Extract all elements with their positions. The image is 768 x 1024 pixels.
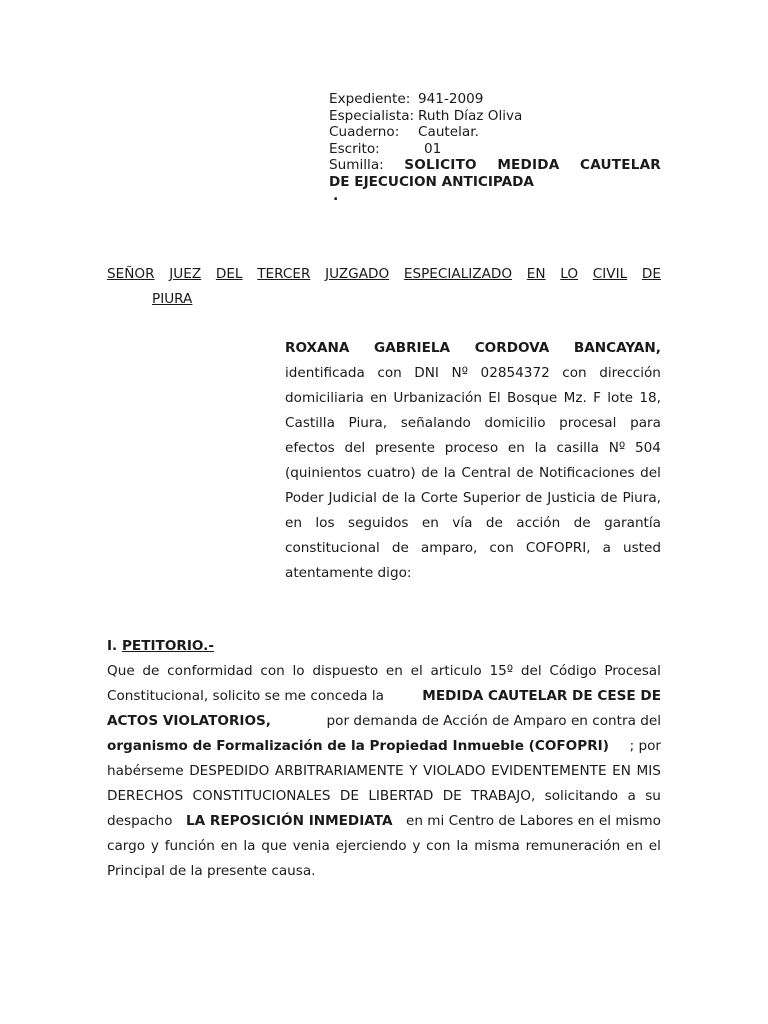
section-title: PETITORIO.-: [121, 638, 214, 654]
cuaderno-label: Cuaderno:: [329, 124, 400, 141]
petitioner-name: ROXANA GABRIELA CORDOVA BANCAYAN,: [285, 340, 661, 356]
sumilla-word: MEDIDA: [497, 157, 560, 174]
petitorio-line: Que de conformidad con lo dispuesto en el articulo 15º del Código Procesal: [107, 663, 661, 679]
expediente-value: 941-2009: [418, 91, 484, 107]
intro-line: constitucional de amparo, con COFOPRI, a usted: [285, 540, 661, 556]
sumilla-dot: .: [333, 188, 339, 204]
especialista-row: [329, 108, 661, 125]
escrito-value: 01: [424, 140, 442, 157]
intro-line: domiciliaria en Urbanización El Bosque Mz. F lote 18,: [285, 390, 661, 406]
intro-line: efectos del presente proceso en la casilla Nº 504: [285, 440, 661, 456]
section-number: I.: [107, 638, 122, 654]
sumilla-row: [329, 157, 661, 174]
intro-last-line: atentamente digo:: [285, 565, 412, 581]
petitorio-line: cargo y función en la que venia ejerciendo y con la misma remuneración en el: [107, 838, 661, 854]
intro-line: Poder Judicial de la Corte Superior de Justicia de Piura,: [285, 490, 661, 506]
addressee-line1: SEÑOR JUEZ DEL TERCER JUZGADO ESPECIALIZADO EN LO CIVIL DE: [107, 266, 661, 282]
petitorio-line: ACTOS VIOLATORIOS, por demanda de Acción de Amparo en contra del: [107, 713, 661, 729]
cuaderno-row: [329, 124, 661, 141]
escrito-row: [329, 141, 661, 158]
petitorio-last-line: Principal de la presente causa.: [107, 863, 316, 879]
intro-line: en los seguidos en vía de acción de garantía: [285, 515, 661, 531]
especialista-label: Especialista:: [329, 107, 415, 124]
escrito-label: Escrito:: [329, 140, 380, 157]
petitorio-section: [107, 634, 661, 884]
intro-paragraph: [285, 336, 661, 586]
petitorio-line: Constitucional, solicito se me conceda la MEDIDA CAUTELAR DE CESE DE: [107, 688, 661, 704]
intro-line: Castilla Piura, señalando domicilio procesal para: [285, 415, 661, 431]
expediente-label: Expediente:: [329, 91, 411, 107]
intro-line: (quinientos cuatro) de la Central de Notificaciones del: [285, 465, 661, 481]
addressee: [107, 262, 661, 312]
petitorio-line: despacho LA REPOSICIÓN INMEDIATA en mi Centro de Labores en el mismo: [107, 813, 661, 829]
sumilla-label: Sumilla:: [329, 157, 384, 174]
expediente-row: [329, 91, 661, 108]
sumilla-word: CAUTELAR: [580, 157, 661, 174]
petitorio-line: organismo de Formalización de la Propiedad Inmueble (COFOPRI) ; por: [107, 738, 661, 754]
addressee-line2: PIURA: [152, 291, 193, 307]
petitorio-line: DERECHOS CONSTITUCIONALES DE LIBERTAD DE TRABAJO, solicitando a su: [107, 788, 661, 804]
petitorio-line: habérseme DESPEDIDO ARBITRARIAMENTE Y VIOLADO EVIDENTEMENTE EN MIS: [107, 763, 661, 779]
section-heading: [107, 634, 661, 659]
sumilla-word: SOLICITO: [404, 157, 477, 174]
case-header: [329, 91, 661, 191]
intro-line: identificada con DNI Nº 02854372 con dirección: [285, 365, 661, 381]
cuaderno-value: Cautelar.: [418, 124, 479, 141]
sumilla-line2: DE EJECUCION ANTICIPADA: [329, 173, 534, 190]
especialista-value: Ruth Díaz Oliva: [418, 107, 523, 124]
